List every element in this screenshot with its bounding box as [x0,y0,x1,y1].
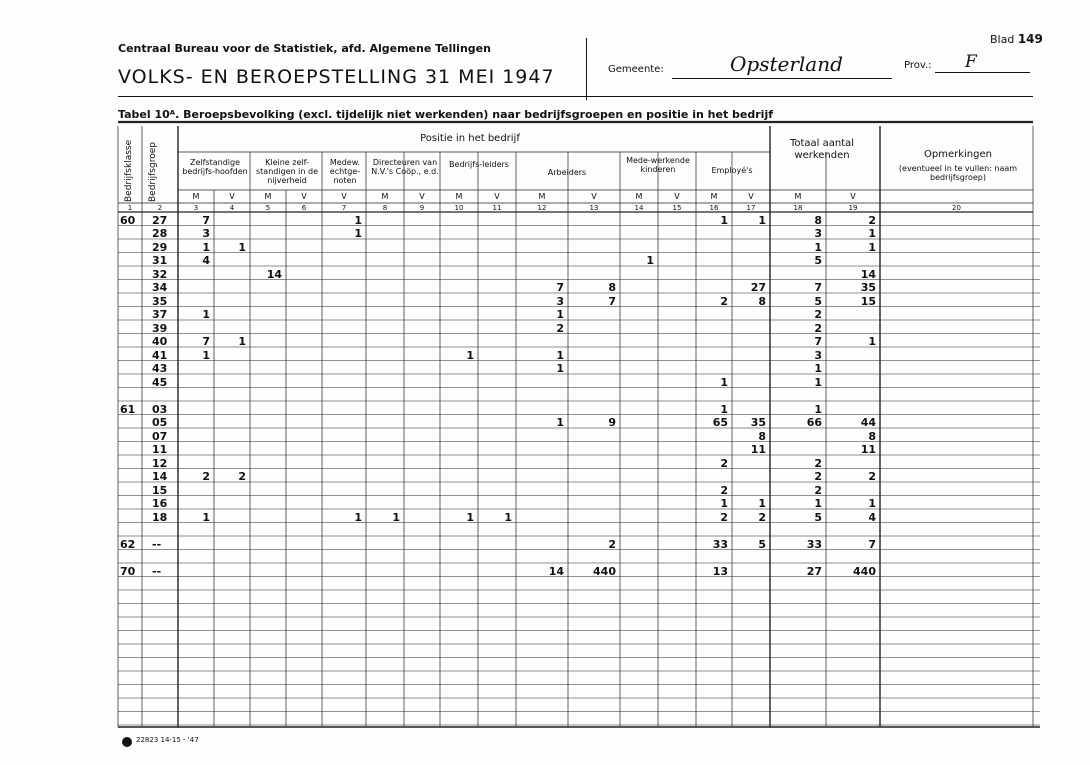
column-number-12: 12 [537,204,547,212]
province-label: Prov.: [904,60,932,71]
sub-header-17: V [748,192,754,201]
col-header-opmerkingen-sub: (eventueel in te vullen: naam bedrijfsgroep) [898,164,1018,182]
sub-header-13: V [591,192,597,201]
value-cell-col-18: 2 [814,321,822,335]
col-header-medew: Medew. echtge-noten [329,158,361,185]
bedrijfsgroep-cell: 27 [152,213,168,227]
bedrijfsgroep-cell: 12 [152,456,168,470]
value-cell-col-18: 2 [814,308,822,321]
value-cell-col-18: 3 [814,227,822,240]
blad-value: 149 [1017,32,1043,46]
value-cell-col-16: 33 [712,537,728,551]
column-number-6: 6 [301,204,307,212]
col-header-bedrijfsleiders: Bedrijfs-leiders [449,160,509,169]
bedrijfsgroep-cell: 28 [152,227,168,240]
value-cell-col-3: 3 [202,227,210,240]
bedrijfsklasse-cell: 61 [120,402,136,416]
gemeente-label: Gemeente: [608,64,664,75]
value-cell-col-19: 1 [868,227,876,240]
value-cell-col-16: 1 [720,375,728,389]
value-cell-col-13: 9 [608,416,616,429]
column-number-7: 7 [341,204,347,212]
bedrijfsgroep-cell: 03 [152,402,168,416]
col-header-bedrijfsklasse: Bedrijfsklasse [124,139,134,202]
value-cell-col-19: 15 [860,294,876,308]
value-cell-col-3: 4 [202,254,210,267]
bedrijfsgroep-cell: 16 [152,497,168,510]
sub-header-9: V [419,192,425,201]
value-cell-col-18: 7 [814,335,822,348]
gemeente-value: Opsterland [730,52,843,76]
value-cell-col-12: 1 [556,362,564,375]
column-number-14: 14 [634,204,644,212]
value-cell-col-18: 1 [814,240,822,254]
value-cell-col-14: 1 [646,254,654,267]
value-cell-col-5: 14 [266,267,282,281]
bedrijfsgroep-cell: 18 [152,510,168,524]
printer-logo-icon [122,737,132,747]
sub-header-12: M [538,192,546,201]
bedrijfsgroep-cell: 14 [152,470,168,483]
bedrijfsgroep-cell: -- [152,564,162,578]
bedrijfsgroep-cell: 15 [152,483,168,497]
sub-header-16: M [710,192,718,201]
value-cell-col-3: 1 [202,240,210,254]
value-cell-col-4: 2 [238,470,246,483]
value-cell-col-13: 8 [608,281,616,294]
col-header-totaal: Totaal aantal werkenden [789,138,855,161]
col-header-positie: Positie in het bedrijf [420,133,520,144]
value-cell-col-12: 1 [556,416,564,429]
value-cell-col-19: 11 [860,443,876,456]
bedrijfsklasse-cell: 70 [120,564,136,578]
value-cell-col-7: 1 [354,227,362,240]
column-number-18: 18 [793,204,803,212]
value-cell-col-16: 2 [720,483,728,497]
value-cell-col-3: 1 [202,348,210,362]
column-number-8: 8 [382,204,388,212]
bedrijfsgroep-cell: 07 [152,429,168,443]
blad-label: Blad [990,33,1015,46]
header-divider [586,38,587,100]
value-cell-col-3: 2 [202,470,210,483]
value-cell-col-18: 33 [806,537,822,551]
value-cell-col-16: 13 [712,564,728,578]
value-cell-col-19: 1 [868,335,876,348]
column-number-19: 19 [848,204,858,212]
bedrijfsgroep-cell: 37 [152,308,168,321]
value-cell-col-7: 1 [354,510,362,524]
value-cell-col-18: 1 [814,362,822,375]
value-cell-col-3: 1 [202,308,210,321]
sub-header-14: M [635,192,643,201]
value-cell-col-17: 1 [758,497,766,510]
sub-header-10: M [455,192,463,201]
value-cell-col-13: 7 [608,294,616,308]
bedrijfsklasse-cell: 60 [120,213,136,227]
value-cell-col-4: 1 [238,335,246,348]
column-number-9: 9 [419,204,425,212]
col-header-arbeiders: Arbeiders [547,168,587,177]
value-cell-col-3: 7 [202,213,210,227]
col-header-directeuren: Directeuren van N.V.'s Coöp., e.d. [371,158,439,176]
column-number-16: 16 [709,204,719,212]
value-cell-col-17: 5 [758,537,766,551]
column-number-20: 20 [952,204,961,212]
sub-header-5: M [264,192,272,201]
sub-header-8: M [381,192,389,201]
value-cell-col-19: 7 [868,537,876,551]
value-cell-col-12: 14 [548,564,564,578]
print-code: 22823 14-15 - '47 [136,736,199,744]
col-header-zelfstandige: Zelfstandige bedrijfs-hoofden [182,158,248,176]
value-cell-col-12: 1 [556,308,564,321]
value-cell-col-16: 2 [720,456,728,470]
value-cell-col-19: 8 [868,429,876,443]
value-cell-col-18: 66 [806,416,822,429]
value-cell-col-18: 27 [806,564,822,578]
sub-header-15: V [674,192,680,201]
bedrijfsgroep-cell: 32 [152,267,168,281]
value-cell-col-19: 4 [868,510,876,524]
bureau-name: Centraal Bureau voor de Statistiek, afd. Algemene Tellingen [118,42,491,55]
value-cell-col-17: 35 [750,416,766,429]
column-number-11: 11 [492,204,502,212]
value-cell-col-16: 2 [720,510,728,524]
value-cell-col-17: 8 [758,429,766,443]
value-cell-col-7: 1 [354,213,362,227]
column-number-4: 4 [229,204,235,212]
value-cell-col-17: 11 [750,443,766,456]
column-number-2: 2 [157,204,163,212]
sub-header-11: V [494,192,500,201]
sub-header-7: V [341,192,347,201]
bedrijfsgroep-cell: 35 [152,294,168,308]
value-cell-col-16: 2 [720,294,728,308]
value-cell-col-18: 5 [814,254,822,267]
column-number-5: 5 [265,204,271,212]
value-cell-col-8: 1 [392,510,400,524]
value-cell-col-17: 27 [750,281,766,294]
gemeente-underline [672,78,892,79]
sub-header-18: M [794,192,802,201]
value-cell-col-10: 1 [466,510,474,524]
value-cell-col-19: 1 [868,240,876,254]
value-cell-col-16: 1 [720,213,728,227]
column-number-3: 3 [193,204,199,212]
value-cell-col-3: 1 [202,510,210,524]
value-cell-col-3: 7 [202,335,210,348]
value-cell-col-18: 2 [814,456,822,470]
value-cell-col-16: 1 [720,497,728,510]
bedrijfsgroep-cell: 11 [152,443,168,456]
bedrijfsgroep-cell: 45 [152,375,168,389]
value-cell-col-16: 65 [712,416,728,429]
sub-header-3: M [192,192,200,201]
value-cell-col-19: 440 [853,564,876,578]
value-cell-col-13: 440 [593,564,616,578]
col-header-opmerkingen: Opmerkingen [924,149,992,160]
bedrijfsgroep-cell: 29 [152,240,168,254]
bedrijfsgroep-cell: 05 [152,416,168,429]
province-value: F [965,52,977,72]
bedrijfsgroep-cell: -- [152,537,162,551]
value-cell-col-10: 1 [466,348,474,362]
col-header-employes: Employé's [711,166,753,175]
province-underline [935,72,1030,73]
sub-header-4: V [229,192,235,201]
value-cell-col-18: 5 [814,294,822,308]
value-cell-col-19: 1 [868,497,876,510]
bedrijfsgroep-cell: 41 [152,348,168,362]
value-cell-col-17: 2 [758,510,766,524]
header-rule [118,96,1033,97]
bedrijfsklasse-cell: 62 [120,537,136,551]
value-cell-col-18: 7 [814,281,822,294]
column-number-13: 13 [589,204,599,212]
sheet-number [990,32,1043,46]
value-cell-col-19: 2 [868,213,876,227]
value-cell-col-19: 14 [860,267,876,281]
form-title: VOLKS- EN BEROEPSTELLING 31 MEI 1947 [118,66,555,88]
value-cell-col-12: 7 [556,281,564,294]
value-cell-col-12: 1 [556,348,564,362]
bedrijfsgroep-cell: 34 [152,281,168,294]
value-cell-col-13: 2 [608,537,616,551]
value-cell-col-11: 1 [504,510,512,524]
col-header-bedrijfsgroep: Bedrijfsgroep [148,142,158,202]
sub-header-6: V [301,192,307,201]
value-cell-col-18: 5 [814,510,822,524]
value-cell-col-17: 8 [758,294,766,308]
value-cell-col-18: 8 [814,213,822,227]
value-cell-col-18: 2 [814,483,822,497]
value-cell-col-18: 1 [814,402,822,416]
value-cell-col-12: 2 [556,321,564,335]
value-cell-col-18: 2 [814,470,822,483]
value-cell-col-4: 1 [238,240,246,254]
value-cell-col-19: 35 [860,281,876,294]
col-header-mede: Mede-werkende kinderen [626,156,690,174]
value-cell-col-19: 2 [868,470,876,483]
column-number-1: 1 [127,204,133,212]
value-cell-col-18: 1 [814,497,822,510]
column-number-17: 17 [746,204,756,212]
value-cell-col-12: 3 [556,294,564,308]
col-header-kleine: Kleine zelf-standigen in de nijverheid [255,158,319,185]
sub-header-19: V [850,192,856,201]
value-cell-col-17: 1 [758,213,766,227]
bedrijfsgroep-cell: 40 [152,335,168,348]
value-cell-col-18: 3 [814,348,822,362]
value-cell-col-16: 1 [720,402,728,416]
value-cell-col-19: 44 [860,416,876,429]
column-number-10: 10 [454,204,464,212]
table-title: Tabel 10ᴬ. Beroepsbevolking (excl. tijdelijk niet werkenden) naar bedrijfsgroepen en positie in het bedrijf [118,108,773,121]
bedrijfsgroep-cell: 39 [152,321,168,335]
column-number-15: 15 [672,204,682,212]
value-cell-col-18: 1 [814,375,822,389]
bedrijfsgroep-cell: 43 [152,362,168,375]
bedrijfsgroep-cell: 31 [152,254,168,267]
